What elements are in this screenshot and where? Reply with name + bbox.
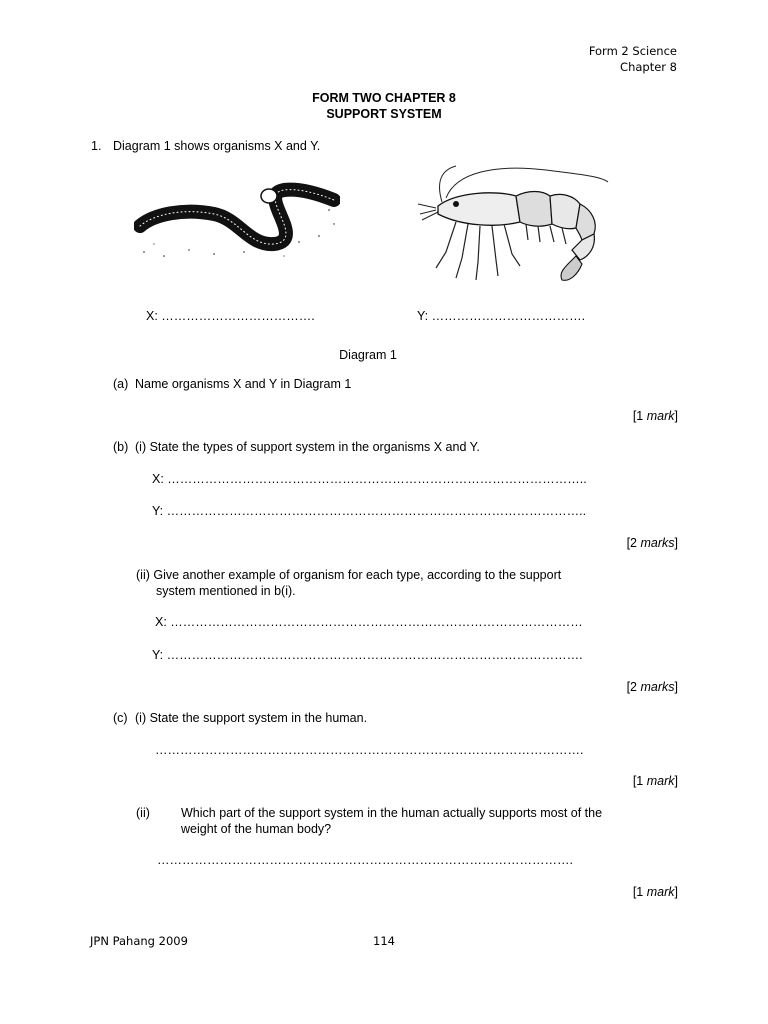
part-b-i-y-answer: Y: ………………………………………………………………………………………..: [152, 504, 587, 518]
part-b-i-x-answer: X: ………………………………………………………………………………………..: [152, 472, 587, 486]
part-b-ii-x-answer: X: ………………………………………………………………………………………: [155, 615, 583, 629]
part-c-i-text: (i) State the support system in the human.: [135, 711, 368, 725]
part-c-i-answer: ………………………………………………………………………………………….: [155, 743, 584, 757]
part-c-ii-text-2: weight of the human body?: [181, 822, 332, 836]
part-b-i-marks: [2 marks]: [626, 536, 678, 550]
question-stem: Diagram 1 shows organisms X and Y.: [113, 139, 321, 153]
part-a-label: (a): [113, 377, 129, 391]
part-c-ii-label: (ii): [136, 806, 150, 820]
part-b-ii-text-2: system mentioned in b(i).: [156, 584, 296, 598]
part-b-ii-y-answer: Y: ……………………………………………………………………………………….: [152, 648, 583, 662]
organism-y-caption: Y: ……………………………….: [417, 309, 586, 323]
question-number: 1.: [91, 139, 102, 153]
part-a-marks: [1 mark]: [632, 409, 678, 423]
part-c-ii-marks: [1 mark]: [632, 885, 678, 899]
part-c-ii-answer: ……………………………………………………………………………………….: [157, 853, 573, 867]
part-b-ii-text-1: (ii) Give another example of organism for each type, according to the support: [136, 568, 562, 582]
part-a-text: Name organisms X and Y in Diagram 1: [135, 377, 352, 391]
organism-x-caption: X: ……………………………….: [146, 309, 315, 323]
part-b-ii-marks: [2 marks]: [626, 680, 678, 694]
part-c-i-marks: [1 mark]: [632, 774, 678, 788]
prawn-illustration: [416, 162, 612, 288]
page-number: 114: [373, 934, 395, 948]
part-b-label: (b): [113, 440, 129, 454]
part-c-ii-text-1: Which part of the support system in the human actually supports most of the: [181, 806, 603, 820]
diagram-label: Diagram 1: [339, 348, 397, 362]
earthworm-illustration: [134, 180, 340, 264]
page-subtitle: SUPPORT SYSTEM: [326, 107, 442, 121]
page-title: FORM TWO CHAPTER 8: [312, 91, 456, 105]
part-b-i-text: (i) State the types of support system in the organisms X and Y.: [135, 440, 480, 454]
part-c-label: (c): [113, 711, 128, 725]
header-chapter: Chapter 8: [620, 60, 677, 74]
footer-source: JPN Pahang 2009: [90, 934, 188, 948]
header-subject: Form 2 Science: [588, 44, 677, 58]
